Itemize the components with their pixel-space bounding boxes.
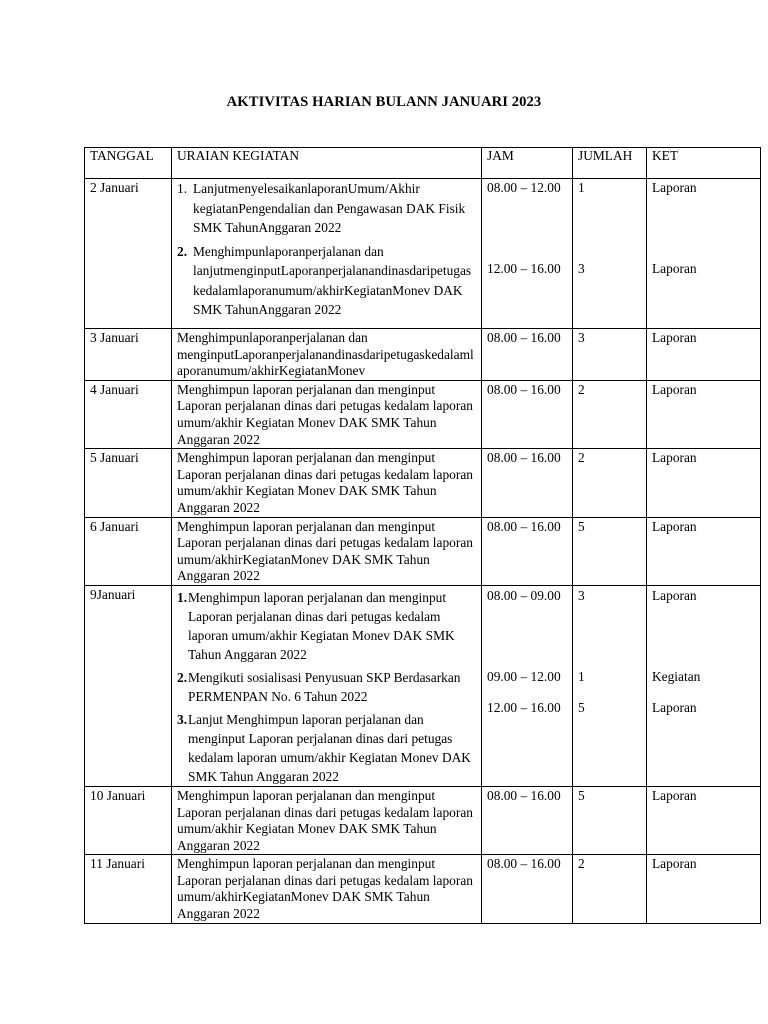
cell-jam: 08.00 – 16.00: [482, 786, 573, 854]
table-row: [85, 329, 761, 381]
note: Laporan: [652, 700, 697, 716]
cell-tanggal: 9Januari: [85, 585, 172, 786]
amount: 3: [578, 587, 585, 603]
cell-ket: [647, 179, 761, 329]
header-ket: KET: [647, 148, 761, 179]
cell-jumlah: 2: [573, 380, 647, 448]
cell-jumlah: 5: [573, 786, 647, 854]
activity-item: [177, 242, 476, 320]
table-row: [85, 585, 761, 786]
cell-tanggal: 10 Januari: [85, 786, 172, 854]
item-number: 1.: [177, 181, 188, 196]
header-tanggal: TANGGAL: [85, 148, 172, 179]
amount: 3: [578, 260, 585, 276]
cell-uraian: Menghimpunlaporanperjalanan dan menginputLaporanperjalanandinasdaripetugaskedalamlaporanumum/akhirKegiatanMonev: [172, 329, 482, 381]
cell-tanggal: 4 Januari: [85, 380, 172, 448]
activity-item: [177, 668, 476, 706]
table-header-row: [85, 148, 761, 179]
cell-jam: 08.00 – 16.00: [482, 380, 573, 448]
table-row: [85, 855, 761, 923]
activity-table: [84, 147, 761, 924]
cell-jam: [482, 585, 573, 786]
cell-ket: Laporan: [647, 380, 761, 448]
time-range: 08.00 – 09.00: [487, 587, 561, 603]
cell-jumlah: 2: [573, 855, 647, 923]
cell-jumlah: 5: [573, 517, 647, 585]
table-row: [85, 179, 761, 329]
item-text: Menghimpun laporan perjalanan dan menginput Laporan perjalanan dinas dari petugas kedalam laporan umum/akhir Kegiatan Monev DAK SMK Tahun Anggaran 2022: [188, 589, 455, 662]
cell-jam: 08.00 – 16.00: [482, 449, 573, 517]
table-row: [85, 449, 761, 517]
cell-tanggal: 11 Januari: [85, 855, 172, 923]
cell-jam: 08.00 – 16.00: [482, 329, 573, 381]
cell-ket: Laporan: [647, 449, 761, 517]
table-row: [85, 380, 761, 448]
amount: 5: [578, 700, 585, 716]
note: Laporan: [652, 260, 697, 276]
cell-uraian: Menghimpun laporan perjalanan dan menginput Laporan perjalanan dinas dari petugas kedalam laporan umum/akhir Kegiatan Monev DAK SMK Tahun Anggaran 2022: [172, 380, 482, 448]
header-jumlah: JUMLAH: [573, 148, 647, 179]
cell-tanggal: 6 Januari: [85, 517, 172, 585]
amount: 1: [578, 180, 585, 195]
time-range: 12.00 – 16.00: [487, 260, 561, 276]
amount: 1: [578, 668, 585, 684]
time-range: 09.00 – 12.00: [487, 668, 561, 684]
cell-uraian: Menghimpun laporan perjalanan dan menginput Laporan perjalanan dinas dari petugas kedalam laporan umum/akhirKegiatanMonev DAK SMK Tahun Anggaran 2022: [172, 517, 482, 585]
cell-jam: [482, 179, 573, 329]
activity-item: [177, 179, 476, 238]
item-number: 2.: [177, 243, 188, 259]
cell-jam: 08.00 – 16.00: [482, 855, 573, 923]
cell-tanggal: 5 Januari: [85, 449, 172, 517]
time-range: 08.00 – 12.00: [487, 180, 561, 195]
note: Laporan: [652, 587, 697, 603]
item-number: 2.: [177, 669, 188, 685]
item-text: LanjutmenyelesaikanlaporanUmum/Akhir kegiatanPengendalian dan Pengawasan DAK Fisik SMK TahunAnggaran 2022: [193, 181, 466, 235]
item-text: Mengikuti sosialisasi Penyusuan SKP Berdasarkan PERMENPAN No. 6 Tahun 2022: [188, 669, 461, 704]
header-jam: JAM: [482, 148, 573, 179]
cell-uraian: Menghimpun laporan perjalanan dan menginput Laporan perjalanan dinas dari petugas kedalam laporan umum/akhirKegiatanMonev DAK SMK Tahun Anggaran 2022: [172, 855, 482, 923]
cell-jumlah: [573, 585, 647, 786]
cell-jumlah: 3: [573, 329, 647, 381]
cell-ket: Laporan: [647, 329, 761, 381]
cell-tanggal: 2 Januari: [85, 179, 172, 329]
header-uraian-kegiatan: URAIAN KEGIATAN: [172, 148, 482, 179]
item-number: 3.: [177, 711, 188, 727]
cell-ket: [647, 585, 761, 786]
item-text: Menghimpunlaporanperjalanan dan lanjutmenginputLaporanperjalanandinasdaripetugaskedalamlaporanumum/akhirKegiatanMonev DAK SMK TahunAnggaran 2022: [193, 243, 472, 317]
cell-ket: Laporan: [647, 855, 761, 923]
note: Laporan: [652, 180, 697, 195]
item-text: Lanjut Menghimpun laporan perjalanan dan menginput Laporan perjalanan dinas dari petugas kedalam laporan umum/akhir Kegiatan Monev DAK SMK Tahun Anggaran 2022: [188, 711, 471, 784]
table-row: [85, 786, 761, 854]
cell-uraian: [172, 585, 482, 786]
cell-uraian: [172, 179, 482, 329]
activity-item: [177, 710, 476, 786]
cell-jumlah: 2: [573, 449, 647, 517]
cell-uraian: Menghimpun laporan perjalanan dan menginput Laporan perjalanan dinas dari petugas kedalam laporan umum/akhir Kegiatan Monev DAK SMK Tahun Anggaran 2022: [172, 786, 482, 854]
activity-item: [177, 588, 476, 664]
cell-tanggal: 3 Januari: [85, 329, 172, 381]
time-range: 12.00 – 16.00: [487, 700, 561, 716]
table-row: [85, 517, 761, 585]
item-number: 1.: [177, 589, 188, 605]
document-title: AKTIVITAS HARIAN BULANN JANUARI 2023: [226, 94, 542, 110]
note: Kegiatan: [652, 668, 701, 684]
cell-ket: Laporan: [647, 517, 761, 585]
cell-jam: 08.00 – 16.00: [482, 517, 573, 585]
cell-ket: Laporan: [647, 786, 761, 854]
cell-jumlah: [573, 179, 647, 329]
cell-uraian: Menghimpun laporan perjalanan dan menginput Laporan perjalanan dinas dari petugas kedalam laporan umum/akhir Kegiatan Monev DAK SMK Tahun Anggaran 2022: [172, 449, 482, 517]
